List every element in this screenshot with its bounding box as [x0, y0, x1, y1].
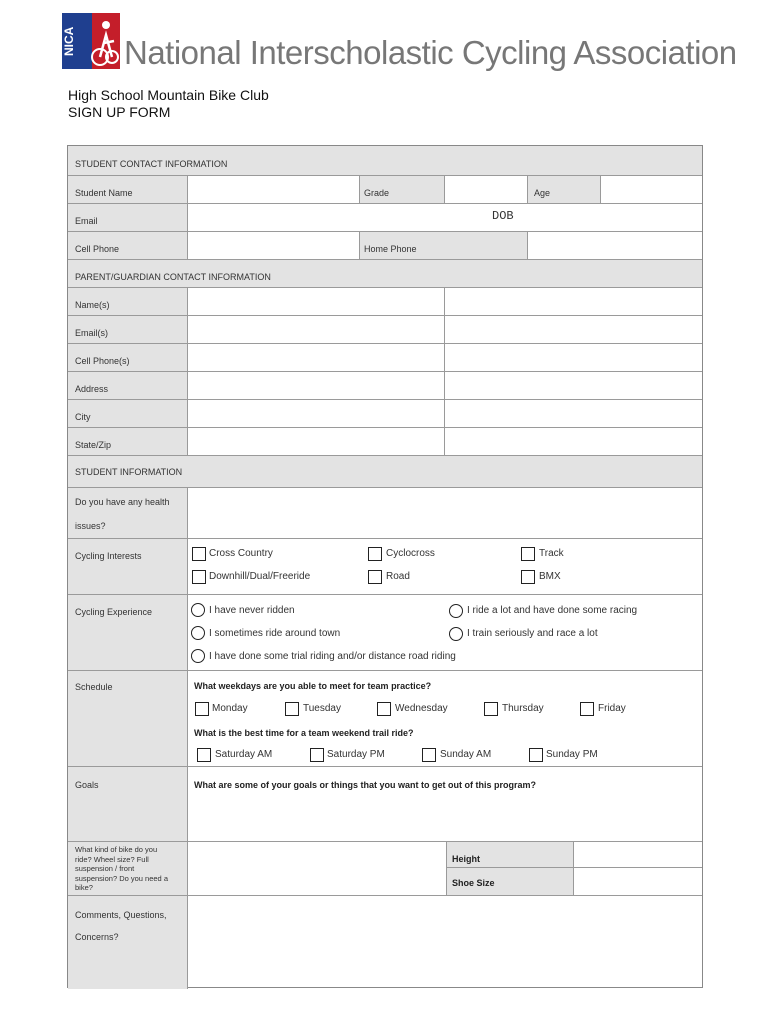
option-thursday: Thursday: [502, 703, 544, 714]
bike-question-line3: suspension / front: [75, 864, 135, 873]
bike-question-line1: What kind of bike do you: [75, 845, 158, 854]
form-title-line1: High School Mountain Bike Club: [68, 87, 269, 103]
signup-form: [67, 145, 703, 988]
cell-phone-field[interactable]: [188, 232, 359, 259]
cycling-experience-label: Cycling Experience: [75, 607, 153, 617]
option-track: Track: [539, 548, 564, 559]
cell-phone-label: Cell Phone: [75, 244, 120, 254]
bike-question-line2: ride? Wheel size? Full: [75, 854, 149, 864]
weekday-question: What weekdays are you able to meet for team practice?: [194, 681, 432, 691]
form-title-line2: SIGN UP FORM: [68, 104, 171, 120]
option-sometimes-ride: I sometimes ride around town: [209, 628, 341, 639]
goals-label: Goals: [75, 780, 99, 790]
option-saturday-am: Saturday AM: [215, 749, 273, 760]
org-name: National Interscholastic Cycling Association: [124, 34, 737, 71]
radio-sometimes-ride[interactable]: [191, 626, 205, 640]
grade-field[interactable]: [445, 176, 527, 203]
weekend-question: What is the best time for a team weekend trail ride?: [194, 728, 414, 738]
checkbox-monday[interactable]: [195, 702, 209, 716]
cycling-interests-label: Cycling Interests: [75, 551, 142, 561]
checkbox-cross-country[interactable]: [192, 547, 206, 561]
checkbox-thursday[interactable]: [484, 702, 498, 716]
parent-names-label: Name(s): [75, 300, 110, 310]
logo-text: NICA: [62, 26, 76, 56]
schedule-label: Schedule: [75, 682, 113, 692]
checkbox-sunday-am[interactable]: [422, 748, 436, 762]
option-monday: Monday: [212, 703, 248, 714]
state-zip-field-2[interactable]: [445, 428, 702, 455]
section-student-info: STUDENT INFORMATION: [75, 467, 183, 477]
age-label: Age: [534, 188, 551, 198]
shoe-size-label: Shoe Size: [452, 878, 495, 888]
option-sunday-am: Sunday AM: [440, 749, 492, 760]
shoe-size-field[interactable]: [574, 868, 702, 895]
goals-field[interactable]: [188, 794, 702, 840]
option-tuesday: Tuesday: [303, 703, 341, 714]
checkbox-wednesday[interactable]: [377, 702, 391, 716]
checkbox-friday[interactable]: [580, 702, 594, 716]
checkbox-downhill[interactable]: [192, 570, 206, 584]
age-field[interactable]: [601, 176, 702, 203]
radio-ride-a-lot[interactable]: [449, 604, 463, 618]
parent-cell-field-1[interactable]: [188, 344, 444, 371]
comments-label-line1: Comments, Questions,: [75, 910, 167, 920]
address-field-2[interactable]: [445, 372, 702, 399]
email-field[interactable]: [188, 204, 702, 231]
parent-emails-label: Email(s): [75, 328, 108, 338]
checkbox-track[interactable]: [521, 547, 535, 561]
option-downhill: Downhill/Dual/Freeride: [209, 571, 311, 582]
address-field-1[interactable]: [188, 372, 444, 399]
student-name-label: Student Name: [75, 188, 133, 198]
health-label-line2: issues?: [75, 521, 106, 531]
height-field[interactable]: [574, 842, 702, 867]
height-label: Height: [452, 854, 480, 864]
checkbox-saturday-pm[interactable]: [310, 748, 324, 762]
radio-never-ridden[interactable]: [191, 603, 205, 617]
parent-email-field-2[interactable]: [445, 316, 702, 343]
option-ride-a-lot: I ride a lot and have done some racing: [467, 605, 638, 616]
city-label: City: [75, 412, 91, 422]
parent-cell-phones-label: Cell Phone(s): [75, 356, 130, 366]
section-parent-contact: PARENT/GUARDIAN CONTACT INFORMATION: [75, 272, 271, 282]
nica-logo: [62, 13, 120, 69]
goals-question: What are some of your goals or things that you want to get out of this program?: [194, 780, 537, 790]
grade-label: Grade: [364, 188, 390, 198]
option-bmx: BMX: [539, 571, 561, 582]
option-saturday-pm: Saturday PM: [327, 749, 385, 760]
option-never-ridden: I have never ridden: [209, 605, 295, 616]
parent-name-field-2[interactable]: [445, 288, 702, 315]
comments-field[interactable]: [188, 896, 702, 988]
home-phone-field[interactable]: [528, 232, 702, 259]
city-field-1[interactable]: [188, 400, 444, 427]
option-sunday-pm: Sunday PM: [546, 749, 598, 760]
checkbox-road[interactable]: [368, 570, 382, 584]
option-train-seriously: I train seriously and race a lot: [467, 628, 598, 639]
home-phone-label: Home Phone: [364, 244, 417, 254]
state-zip-label: State/Zip: [75, 440, 112, 450]
section-student-contact: STUDENT CONTACT INFORMATION: [75, 159, 228, 169]
parent-cell-field-2[interactable]: [445, 344, 702, 371]
option-trial-riding: I have done some trial riding and/or distance road riding: [209, 651, 456, 662]
dob-label: DOB: [492, 209, 514, 223]
option-cross-country: Cross Country: [209, 548, 273, 559]
comments-label-line2: Concerns?: [75, 932, 119, 942]
email-label: Email: [75, 216, 98, 226]
checkbox-tuesday[interactable]: [285, 702, 299, 716]
checkbox-sunday-pm[interactable]: [529, 748, 543, 762]
city-field-2[interactable]: [445, 400, 702, 427]
health-issues-field[interactable]: [188, 488, 702, 538]
bike-field[interactable]: [188, 842, 446, 895]
state-zip-field-1[interactable]: [188, 428, 444, 455]
bike-question: [75, 845, 168, 893]
bike-question-line5: bike?: [75, 883, 93, 892]
radio-trial-riding[interactable]: [191, 649, 205, 663]
parent-name-field-1[interactable]: [188, 288, 444, 315]
option-road: Road: [386, 571, 410, 582]
parent-email-field-1[interactable]: [188, 316, 444, 343]
option-friday: Friday: [598, 703, 626, 714]
bike-question-line4: suspension? Do you need a: [75, 873, 168, 883]
address-label: Address: [75, 384, 109, 394]
option-cyclocross: Cyclocross: [386, 548, 435, 559]
radio-train-seriously[interactable]: [449, 627, 463, 641]
option-wednesday: Wednesday: [395, 703, 448, 714]
health-label-line1: Do you have any health: [75, 497, 170, 507]
student-name-field[interactable]: [188, 176, 359, 203]
checkbox-bmx[interactable]: [521, 570, 535, 584]
checkbox-cyclocross[interactable]: [368, 547, 382, 561]
checkbox-saturday-am[interactable]: [197, 748, 211, 762]
